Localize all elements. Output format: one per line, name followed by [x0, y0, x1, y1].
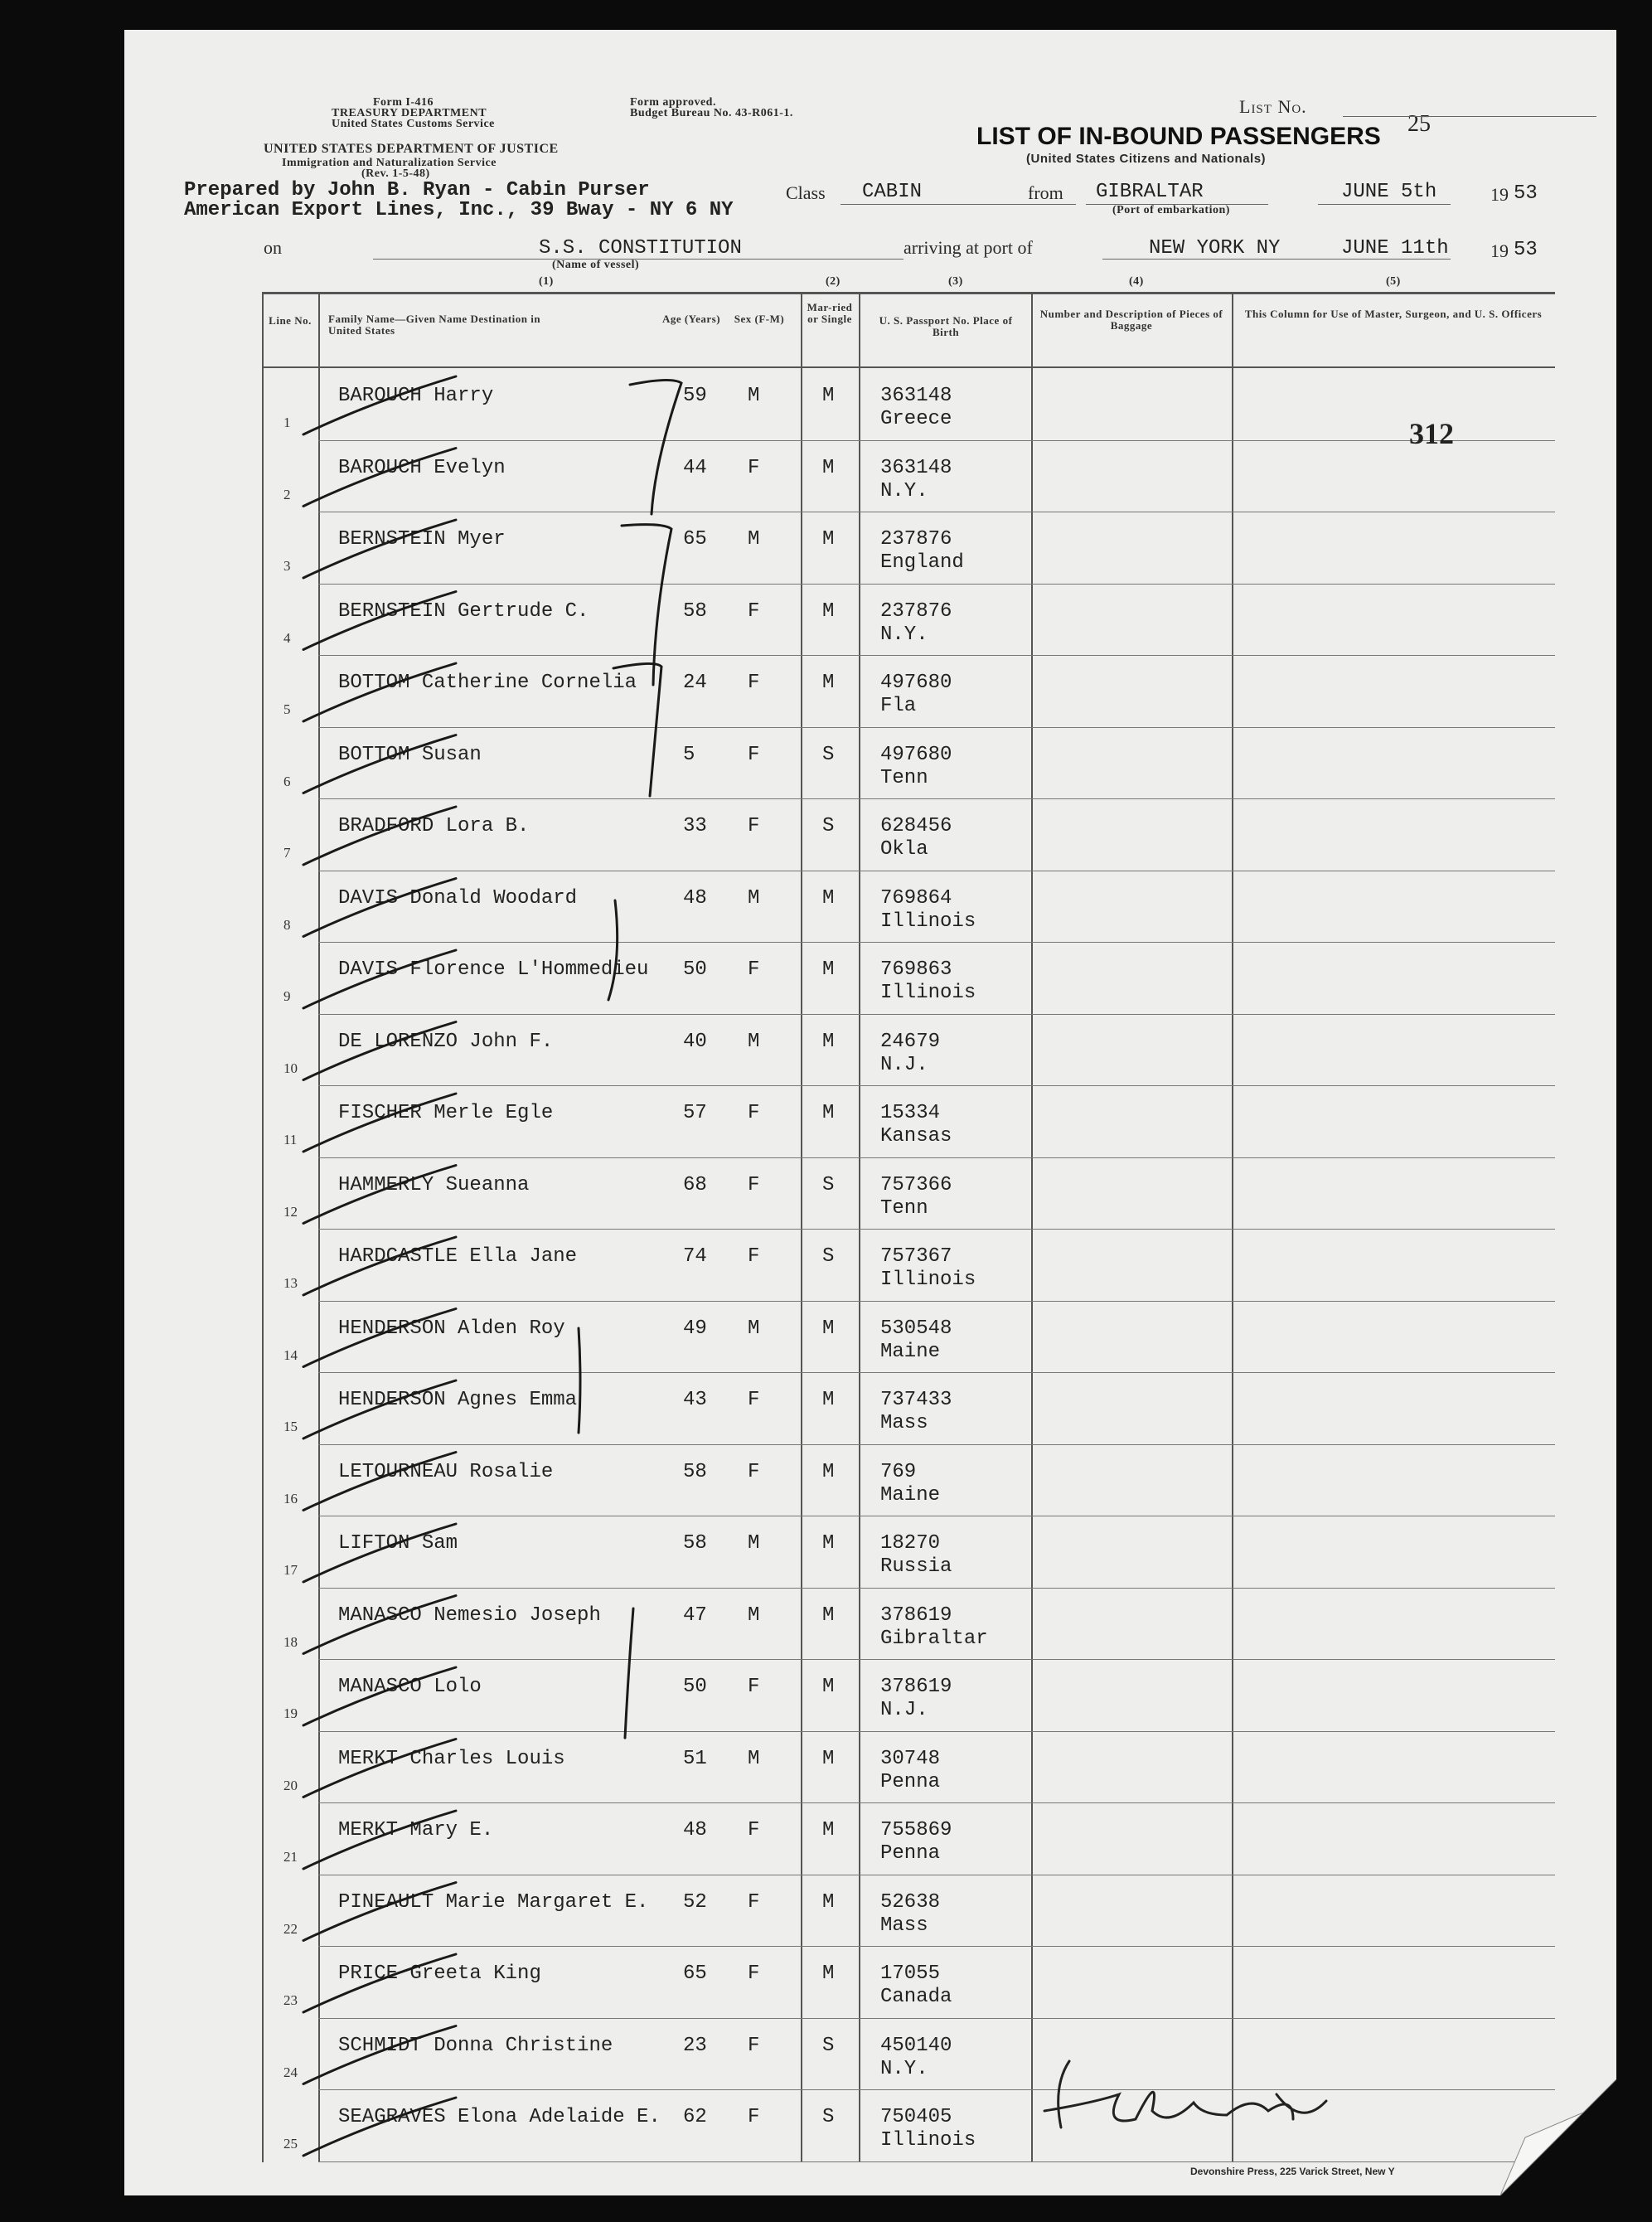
passenger-name: LETOURNEAU Rosalie: [338, 1460, 554, 1483]
table-row: [262, 1946, 1555, 2017]
birthplace: Illinois: [880, 982, 976, 1004]
passport-number: 530548: [880, 1317, 952, 1340]
passport-number: 450140: [880, 2034, 952, 2057]
col-num-5: (5): [1386, 275, 1401, 288]
line-number: 10: [283, 1060, 298, 1076]
passport-number: 628456: [880, 815, 952, 837]
class-label: Class: [786, 182, 826, 203]
table-row: [262, 1014, 1555, 1085]
passenger-sex: F: [748, 1819, 760, 1841]
marital-status: S: [822, 815, 835, 837]
printer-footer: Devonshire Press, 225 Varick Street, New Y: [1190, 2166, 1395, 2177]
table-row: [262, 1659, 1555, 1730]
row-rule: [318, 2161, 1555, 2162]
class-rule: [841, 204, 1076, 205]
line-number: 23: [283, 1992, 298, 2008]
line-number: 1: [283, 415, 291, 430]
birthplace: Fla: [880, 695, 917, 717]
passenger-sex: M: [748, 1030, 760, 1053]
passenger-name: MERKT Charles Louis: [338, 1747, 565, 1770]
marital-status: S: [822, 1245, 835, 1268]
line-number: 3: [283, 558, 291, 574]
passenger-age: 48: [683, 1819, 707, 1841]
passport-number: 750405: [880, 2106, 952, 2128]
birthplace: Mass: [880, 1914, 928, 1937]
header-age: Age (Years): [661, 313, 721, 325]
passenger-sex: F: [748, 2106, 760, 2128]
table-row: [262, 2018, 1555, 2089]
birthplace: Maine: [880, 1340, 941, 1363]
table-row: [262, 440, 1555, 512]
header-line-no: Line No.: [269, 314, 312, 327]
table-row: [262, 1731, 1555, 1802]
line-number: 6: [283, 773, 291, 789]
birthplace: Russia: [880, 1555, 952, 1578]
col-num-3: (3): [948, 275, 963, 288]
passenger-sex: F: [748, 456, 760, 479]
table-row: [262, 512, 1555, 583]
vessel-name: S.S. CONSTITUTION: [539, 237, 742, 260]
passenger-sex: M: [748, 886, 760, 910]
passenger-age: 51: [683, 1747, 707, 1770]
passenger-name: DAVIS Florence L'Hommedieu: [338, 958, 649, 981]
birthplace: Okla: [880, 838, 928, 861]
marital-status: M: [822, 1102, 835, 1124]
table-row: [262, 1802, 1555, 1874]
marital-status: M: [822, 1962, 835, 1985]
passenger-name: HAMMERLY Sueanna: [338, 1173, 530, 1196]
ins-heading: Immigration and Naturalization Service: [282, 157, 497, 169]
line-number: 9: [283, 988, 291, 1004]
header-passport: U. S. Passport No. Place of Birth: [879, 314, 1013, 338]
passenger-age: 52: [683, 1890, 707, 1914]
from-label: from: [1028, 182, 1063, 203]
passport-number: 237876: [880, 528, 952, 551]
passenger-age: 58: [683, 1532, 707, 1555]
arrival-date: JUNE 11th: [1341, 237, 1449, 260]
table-row: [262, 1229, 1555, 1300]
passport-number: 237876: [880, 599, 952, 623]
passenger-name: BERNSTEIN Gertrude C.: [338, 599, 589, 623]
birthplace: N.Y.: [880, 2057, 928, 2080]
passenger-age: 65: [683, 528, 707, 551]
line-number: 5: [283, 701, 291, 717]
marital-status: M: [822, 886, 835, 910]
col-num-1: (1): [539, 275, 554, 288]
birthplace: Greece: [880, 408, 952, 430]
company-line: American Export Lines, Inc., 39 Bway - NY 6 NY: [184, 199, 734, 221]
birthplace: N.Y.: [880, 623, 928, 646]
birthplace: N.J.: [880, 1699, 928, 1721]
marital-status: M: [822, 1747, 835, 1770]
passenger-name: HENDERSON Alden Roy: [338, 1317, 565, 1340]
header-name: Family Name—Given Name Destination in United States: [328, 313, 541, 337]
birthplace: England: [880, 551, 964, 574]
vessel-caption: (Name of vessel): [552, 259, 640, 271]
table-row: [262, 1301, 1555, 1372]
line-number: 19: [283, 1705, 298, 1721]
passport-number: 363148: [880, 385, 952, 407]
marital-status: M: [822, 385, 835, 407]
prepared-by: Prepared by John B. Ryan - Cabin Purser: [184, 179, 650, 201]
line-number: 20: [283, 1777, 298, 1793]
passenger-age: 49: [683, 1317, 707, 1340]
passenger-sex: F: [748, 1173, 760, 1196]
table-row: [262, 1444, 1555, 1516]
birthplace: Kansas: [880, 1125, 952, 1147]
line-number: 8: [283, 916, 291, 933]
passenger-name: BOTTOM Catherine Cornelia: [338, 672, 637, 694]
passenger-age: 62: [683, 2106, 707, 2128]
line-number: 17: [283, 1562, 298, 1578]
passport-number: 757367: [880, 1245, 952, 1268]
passenger-name: DAVIS Donald Woodard: [338, 886, 578, 910]
birthplace: Illinois: [880, 910, 976, 933]
marital-status: M: [822, 456, 835, 479]
passenger-sex: F: [748, 1389, 760, 1411]
passport-number: 755869: [880, 1819, 952, 1841]
customs-heading: United States Customs Service: [332, 118, 495, 130]
birthplace: Mass: [880, 1412, 928, 1434]
departure-date-rule: [1318, 204, 1451, 205]
header-baggage: Number and Description of Pieces of Baggage: [1039, 308, 1223, 332]
arrival-year-prefix: 19: [1490, 240, 1509, 261]
line-number: 2: [283, 486, 291, 502]
passenger-age: 58: [683, 599, 707, 623]
marital-status: M: [822, 958, 835, 981]
passenger-age: 44: [683, 456, 707, 479]
passenger-age: 43: [683, 1389, 707, 1411]
line-number: 14: [283, 1346, 298, 1363]
table-row: [262, 1085, 1555, 1157]
line-number: 13: [283, 1275, 298, 1291]
birthplace: Penna: [880, 1842, 941, 1865]
passenger-age: 40: [683, 1030, 707, 1053]
header-sex: Sex (F-M): [734, 313, 785, 325]
passenger-sex: M: [748, 1747, 760, 1770]
passenger-sex: M: [748, 1317, 760, 1340]
passenger-name: BERNSTEIN Myer: [338, 528, 506, 551]
line-number: 16: [283, 1490, 298, 1506]
officer-note: 312: [1409, 417, 1454, 450]
passenger-age: 58: [683, 1460, 707, 1483]
col-num-4: (4): [1129, 275, 1144, 288]
passenger-sex: M: [748, 385, 760, 407]
passenger-age: 68: [683, 1173, 707, 1196]
passenger-table: [262, 292, 1557, 2162]
passenger-name: PINEAULT Marie Margaret E.: [338, 1890, 649, 1914]
table-row: [262, 1588, 1555, 1659]
passenger-age: 65: [683, 1962, 707, 1985]
passenger-sex: F: [748, 1245, 760, 1268]
passenger-name: LIFTON Sam: [338, 1532, 458, 1555]
table-row: [262, 584, 1555, 655]
marital-status: M: [822, 1819, 835, 1841]
passenger-name: SEAGRAVES Elona Adelaide E.: [338, 2106, 661, 2128]
table-row: [262, 727, 1555, 798]
marital-status: S: [822, 1173, 835, 1196]
line-number: 25: [283, 2136, 298, 2152]
line-number: 18: [283, 1633, 298, 1650]
passenger-sex: F: [748, 672, 760, 694]
form-number: Form I-416: [373, 96, 434, 109]
list-number: 25: [1407, 111, 1431, 137]
revision-note: (Rev. 1-5-48): [361, 167, 430, 180]
passport-number: 363148: [880, 456, 952, 479]
marital-status: M: [822, 528, 835, 551]
departure-year-prefix: 19: [1490, 184, 1509, 205]
marital-status: M: [822, 1532, 835, 1555]
birthplace: Maine: [880, 1483, 941, 1506]
line-number: 24: [283, 2064, 298, 2080]
birthplace: N.Y.: [880, 479, 928, 502]
passport-number: 737433: [880, 1389, 952, 1411]
passport-number: 757366: [880, 1173, 952, 1196]
marital-status: M: [822, 1389, 835, 1411]
marital-status: M: [822, 1676, 835, 1698]
passenger-sex: F: [748, 743, 760, 766]
birthplace: N.J.: [880, 1053, 928, 1076]
passport-number: 378619: [880, 1603, 952, 1627]
passport-number: 497680: [880, 672, 952, 694]
table-row: [262, 871, 1555, 942]
marital-status: S: [822, 2034, 835, 2057]
marital-status: S: [822, 2106, 835, 2128]
budget-bureau: Budget Bureau No. 43-R061-1.: [630, 107, 793, 119]
passport-number: 497680: [880, 743, 952, 766]
passport-number: 378619: [880, 1676, 952, 1698]
table-row: [262, 942, 1555, 1013]
passenger-age: 23: [683, 2034, 707, 2057]
birthplace: Tenn: [880, 1196, 928, 1220]
passenger-age: 50: [683, 1676, 707, 1698]
passenger-age: 57: [683, 1102, 707, 1124]
table-row: [262, 655, 1555, 726]
passenger-name: HENDERSON Agnes Emma: [338, 1389, 578, 1411]
list-no-rule: [1343, 116, 1596, 117]
marital-status: M: [822, 599, 835, 623]
line-number: 11: [283, 1132, 298, 1147]
birthplace: Illinois: [880, 2129, 976, 2152]
birthplace: Gibraltar: [880, 1627, 988, 1650]
line-number: 12: [283, 1203, 298, 1220]
departure-year: 53: [1514, 182, 1538, 205]
passport-number: 18270: [880, 1532, 941, 1555]
passenger-name: BAROUCH Harry: [338, 385, 494, 407]
port-embarkation-caption: (Port of embarkation): [1112, 204, 1230, 216]
line-number: 21: [283, 1849, 298, 1865]
arriving-label: arriving at port of: [904, 237, 1033, 258]
on-label: on: [264, 237, 282, 258]
table-row: [262, 1372, 1555, 1443]
justice-heading: UNITED STATES DEPARTMENT OF JUSTICE: [264, 142, 559, 156]
table-row: [262, 368, 1555, 439]
manifest-page: [124, 30, 1616, 2195]
page-subtitle: (United States Citizens and Nationals): [1026, 152, 1267, 166]
passport-number: 769864: [880, 886, 952, 910]
passenger-sex: F: [748, 1676, 760, 1698]
passenger-age: 47: [683, 1603, 707, 1627]
passenger-sex: M: [748, 1603, 760, 1627]
line-number: 22: [283, 1920, 298, 1937]
passenger-age: 33: [683, 815, 707, 837]
departure-date: JUNE 5th: [1341, 181, 1437, 203]
passport-number: 769863: [880, 958, 952, 981]
passport-number: 17055: [880, 1962, 941, 1985]
passenger-sex: F: [748, 958, 760, 981]
passenger-sex: F: [748, 1890, 760, 1914]
passenger-sex: F: [748, 2034, 760, 2057]
passport-number: 30748: [880, 1747, 941, 1770]
passenger-name: DE LORENZO John F.: [338, 1030, 554, 1053]
table-row: [262, 1875, 1555, 1946]
birthplace: Penna: [880, 1770, 941, 1793]
passenger-name: BOTTOM Susan: [338, 743, 482, 766]
passport-number: 52638: [880, 1890, 941, 1914]
passenger-sex: F: [748, 815, 760, 837]
birthplace: Tenn: [880, 766, 928, 789]
marital-status: M: [822, 1030, 835, 1053]
marital-status: M: [822, 1460, 835, 1483]
table-row: [262, 798, 1555, 870]
marital-status: M: [822, 1603, 835, 1627]
passenger-sex: F: [748, 1460, 760, 1483]
table-row: [262, 1157, 1555, 1229]
passenger-age: 48: [683, 886, 707, 910]
passport-number: 15334: [880, 1102, 941, 1124]
passenger-name: BAROUCH Evelyn: [338, 456, 506, 479]
arrival-year: 53: [1514, 239, 1538, 261]
header-married: Mar-ried or Single: [807, 301, 853, 325]
marital-status: S: [822, 743, 835, 766]
form-approved: Form approved.: [630, 96, 716, 109]
from-value: GIBRALTAR: [1096, 181, 1204, 203]
treasury-heading: TREASURY DEPARTMENT: [332, 107, 487, 119]
line-number: 4: [283, 629, 291, 646]
passenger-age: 5: [683, 743, 695, 766]
table-row: [262, 2089, 1555, 2161]
passenger-sex: F: [748, 599, 760, 623]
col-num-2: (2): [826, 275, 841, 288]
birthplace: Illinois: [880, 1269, 976, 1291]
passenger-age: 59: [683, 385, 707, 407]
passenger-name: SCHMIDT Donna Christine: [338, 2034, 613, 2057]
passenger-name: BRADFORD Lora B.: [338, 815, 530, 837]
header-officers: This Column for Use of Master, Surgeon, and U. S. Officers: [1244, 308, 1543, 320]
passenger-age: 24: [683, 672, 707, 694]
passenger-name: PRICE Greeta King: [338, 1962, 541, 1985]
passenger-age: 50: [683, 958, 707, 981]
passenger-name: MANASCO Lolo: [338, 1676, 482, 1698]
marital-status: M: [822, 1890, 835, 1914]
birthplace: Canada: [880, 1986, 952, 2008]
table-row: [262, 1516, 1555, 1587]
passenger-sex: F: [748, 1962, 760, 1985]
passenger-name: MANASCO Nemesio Joseph: [338, 1603, 601, 1627]
passenger-age: 74: [683, 1245, 707, 1268]
line-number: 15: [283, 1419, 298, 1434]
arrival-port: NEW YORK NY: [1149, 237, 1281, 260]
passenger-sex: F: [748, 1102, 760, 1124]
passport-number: 769: [880, 1460, 917, 1483]
class-value: CABIN: [862, 181, 923, 203]
page-title: LIST OF IN-BOUND PASSENGERS: [976, 123, 1381, 150]
passenger-sex: M: [748, 528, 760, 551]
marital-status: M: [822, 1317, 835, 1340]
passenger-name: HARDCASTLE Ella Jane: [338, 1245, 578, 1268]
list-no-label: List No.: [1239, 96, 1307, 117]
passenger-sex: M: [748, 1532, 760, 1555]
line-number: 7: [283, 845, 291, 861]
passenger-name: FISCHER Merle Egle: [338, 1102, 554, 1124]
marital-status: M: [822, 672, 835, 694]
passenger-name: MERKT Mary E.: [338, 1819, 494, 1841]
passenger-rows: [262, 368, 1555, 2162]
passport-number: 24679: [880, 1030, 941, 1053]
